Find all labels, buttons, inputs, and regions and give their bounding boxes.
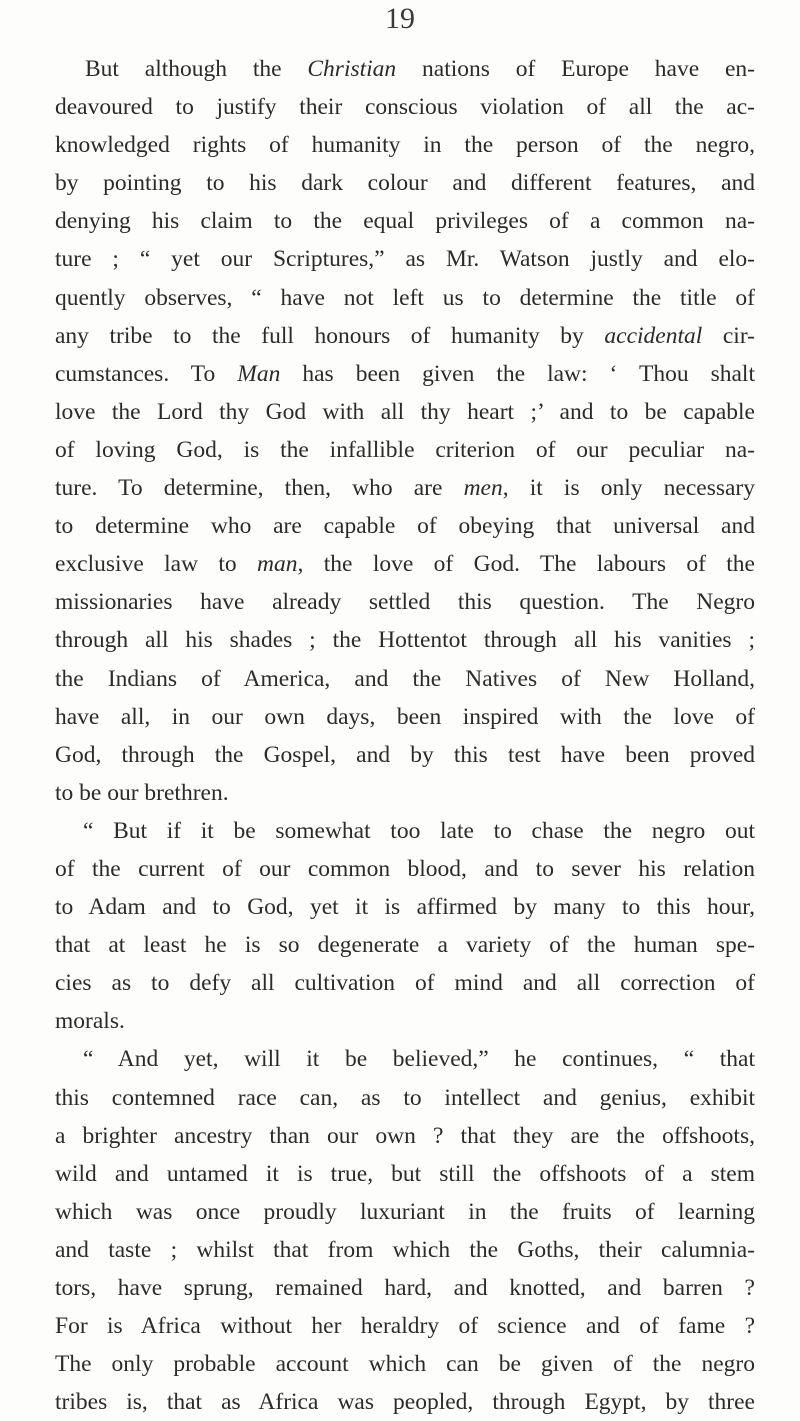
text-line: that at least he is so degenerate a variety of the human spe- — [55, 932, 755, 959]
text-line: denying his claim to the equal privileges of a common na- — [55, 208, 755, 235]
text-line: and taste ; whilst that from which the Goths, their calumnia- — [55, 1236, 755, 1263]
text-line: God, through the Gospel, and by this test have been proved — [55, 741, 755, 768]
text-line: through all his shades ; the Hottentot through all his vanities ; — [55, 627, 755, 654]
text-line: to be our brethren. — [55, 779, 229, 806]
text-line: tors, have sprung, remained hard, and knotted, and barren ? — [55, 1275, 755, 1301]
text-line: a brighter ancestry than our own ? that they are the offshoots, — [55, 1122, 755, 1149]
text-line: have all, in our own days, been inspired with the love of — [55, 703, 755, 730]
text-line: cumstances. To Man has been given the law: ‘ Thou shalt — [55, 360, 755, 387]
text-line: The only probable account which can be given of the negro — [55, 1351, 755, 1378]
text-line: wild and untamed it is true, but still the offshoots of a stem — [55, 1160, 755, 1187]
text-line: quently observes, “ have not left us to determine the title of — [55, 284, 755, 311]
page-number: 19 — [385, 2, 415, 35]
text-line: cies as to defy all cultivation of mind and all correction of — [55, 970, 755, 997]
text-line: “ And yet, will it be believed,” he continues, “ that — [83, 1046, 755, 1073]
text-line: any tribe to the full honours of humanity by accidental cir- — [55, 322, 755, 349]
text-line: For is Africa without her heraldry of science and of fame ? — [55, 1313, 755, 1340]
text-line: love the Lord thy God with all thy heart ;’ and to be capable — [55, 398, 755, 425]
text-line: deavoured to justify their conscious violation of all the ac- — [55, 94, 755, 121]
body-text — [55, 50, 755, 1421]
text-line: morals. — [55, 1008, 125, 1035]
text-line: ture. To determine, then, who are men, it is only necessary — [55, 475, 755, 502]
text-line: of loving God, is the infallible criterion of our peculiar na- — [55, 436, 755, 463]
text-line: the Indians of America, and the Natives of New Holland, — [55, 665, 755, 692]
text-line: ture ; “ yet our Scriptures,” as Mr. Watson justly and elo- — [55, 246, 755, 273]
text-line: this contemned race can, as to intellect and genius, exhibit — [55, 1084, 755, 1111]
text-line: to determine who are capable of obeying that universal and — [55, 513, 755, 540]
text-line: to Adam and to God, yet it is affirmed by many to this hour, — [55, 894, 755, 921]
text-line: which was once proudly luxuriant in the fruits of learning — [55, 1198, 755, 1225]
text-line: missionaries have already settled this question. The Negro — [55, 589, 755, 616]
text-line: tribes is, that as Africa was peopled, through Egypt, by three — [55, 1389, 755, 1416]
text-line: “ But if it be somewhat too late to chase the negro out — [83, 817, 755, 844]
text-line: of the current of our common blood, and to sever his relation — [55, 855, 755, 882]
text-line: exclusive law to man, the love of God. The labours of the — [55, 551, 755, 578]
text-line: by pointing to his dark colour and different features, and — [55, 170, 755, 197]
text-line: knowledged rights of humanity in the person of the negro, — [55, 132, 755, 159]
text-line: But although the Christian nations of Europe have en- — [85, 56, 755, 82]
